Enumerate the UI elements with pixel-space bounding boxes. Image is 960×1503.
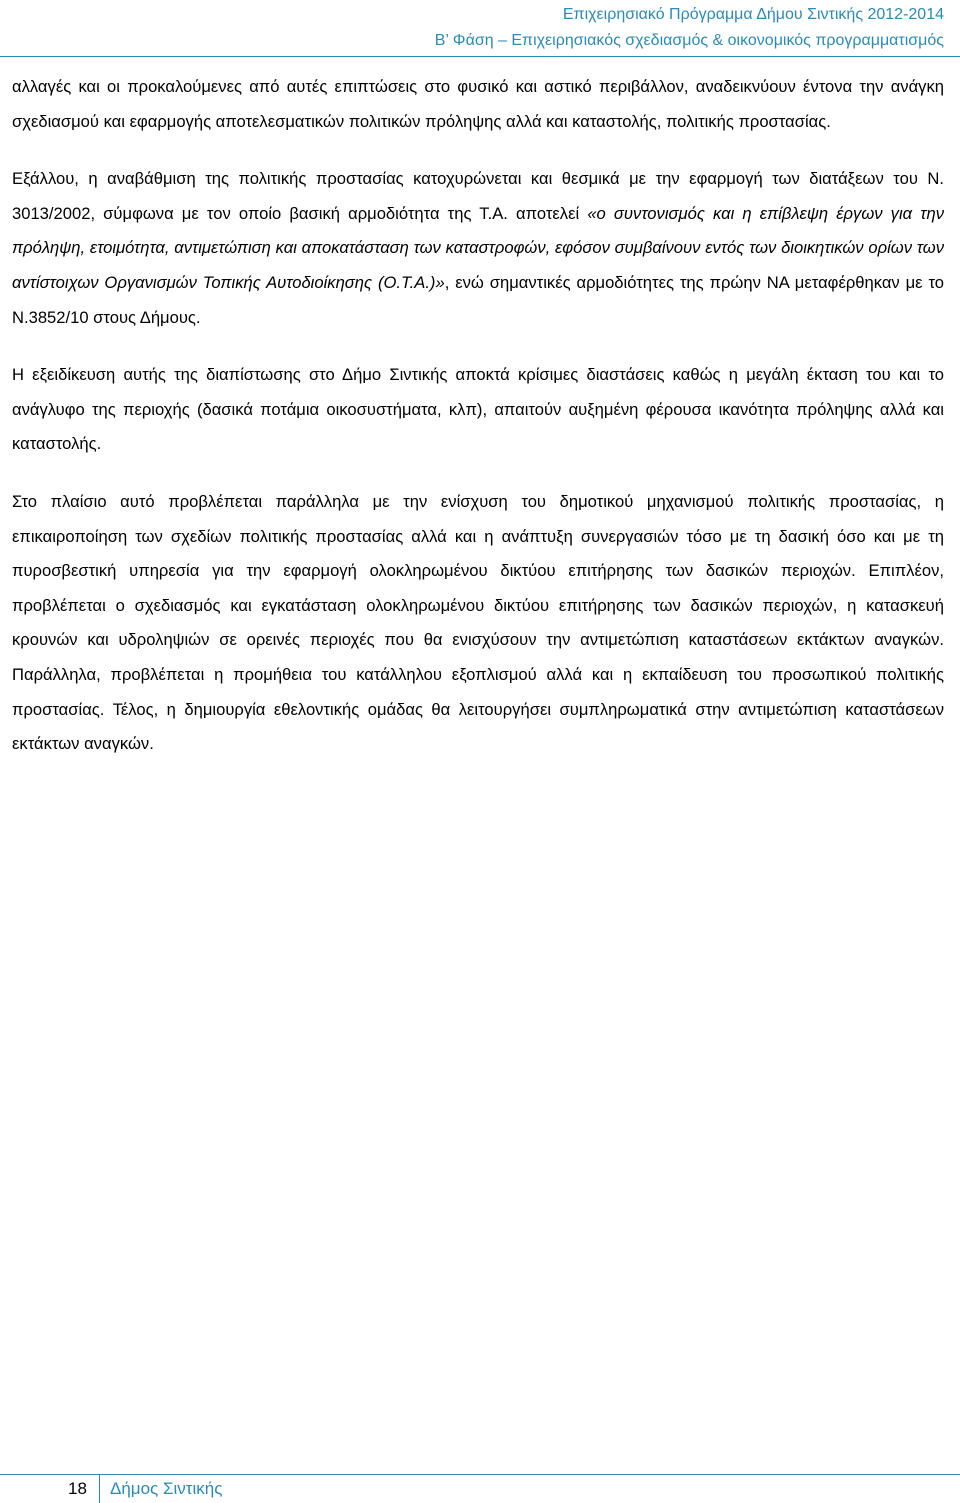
paragraph-3: Η εξειδίκευση αυτής της διαπίστωσης στο Δήμο Σιντικής αποκτά κρίσιμες διαστάσεις καθώς η μεγάλη έκταση του και το ανάγλυφο της περιοχής (δασικά ποτάμια οικοσυστήματα, κλπ), απαιτούν αυξημένη φέρουσα ικανότητα πρόληψης αλλά και καταστολής. (12, 365, 944, 454)
document-body (12, 70, 944, 762)
paragraph-2-quote: «ο συντονισμός και η επίβλεψη έργων για την πρόληψη, ετοιμότητα, αντιμετώπιση και αποκατάσταση των καταστροφών, εφόσον συμβαίνουν εντός των διοικητικών ορίων των αντίστοιχων Οργανισμών Τοπικής Αυτοδιοίκησης (Ο.Τ.Α.)» (12, 203, 944, 292)
page-header (435, 2, 944, 54)
page-number: 18 (68, 1479, 87, 1498)
paragraph-4: Στο πλαίσιο αυτό προβλέπεται παράλληλα με την ενίσχυση του δημοτικού μηχανισμού πολιτικής προστασίας, η επικαιροποίηση των σχεδίων πολιτικής προστασίας αλλά και η ανάπτυξη συνεργασιών τόσο με τη δασική όσο και με τη πυροσβεστική υπηρεσία για την εφαρμογή ολοκληρωμένου δικτύου επιτήρησης των δασικών περιοχών. Επιπλέον, προβλέπεται ο σχεδιασμός και εγκατάσταση ολοκληρωμένου δικτύου επιτήρησης των δασικών περιοχών, η κατασκευή κρουνών και υδροληψιών σε ορεινές περιοχές που θα ενισχύσουν την αντιμετώπιση καταστάσεων εκτάκτων αναγκών. Παράλληλα, προβλέπεται η προμήθεια του κατάλληλου εξοπλισμού αλλά και η εκπαίδευση του προσωπικού πολιτικής προστασίας. Τέλος, η δημιουργία εθελοντικής ομάδας θα λειτουργήσει συμπληρωματικά στην αντιμετώπιση καταστάσεων εκτάκτων αναγκών. (12, 491, 944, 754)
header-subtitle: Β’ Φάση – Επιχειρησιακός σχεδιασμός & οικονομικός προγραμματισμός (434, 32, 944, 49)
header-divider (0, 56, 960, 57)
footer-title: Δήμος Σιντικής (110, 1479, 223, 1498)
paragraph-2 (12, 162, 944, 335)
paragraph-2-end: , ενώ σημαντικές αρμοδιότητες της πρώην ΝΑ μεταφέρθηκαν με το Ν.3852/10 στους Δήμους. (12, 272, 945, 327)
page-footer (0, 1474, 960, 1503)
paragraph-1: αλλαγές και οι προκαλούμενες από αυτές επιπτώσεις στο φυσικό και αστικό περιβάλλον, αναδεικνύουν έντονα την ανάγκη σχεδιασμού και εφαρμογής αποτελεσματικών πολιτικών πρόληψης αλλά και καταστολής, πολιτικής προστασίας. (12, 77, 944, 131)
header-title: Επιχειρησιακό Πρόγραμμα Δήμου Σιντικής 2012-2014 (562, 6, 944, 23)
paragraph-2-start: Εξάλλου, η αναβάθμιση της πολιτικής προστασίας κατοχυρώνεται και θεσμικά με την εφαρμογή των διατάξεων του Ν. 3013/2002, σύμφωνα με τον οποίο βασική αρμοδιότητα της Τ.Α. αποτελεί (12, 169, 944, 223)
